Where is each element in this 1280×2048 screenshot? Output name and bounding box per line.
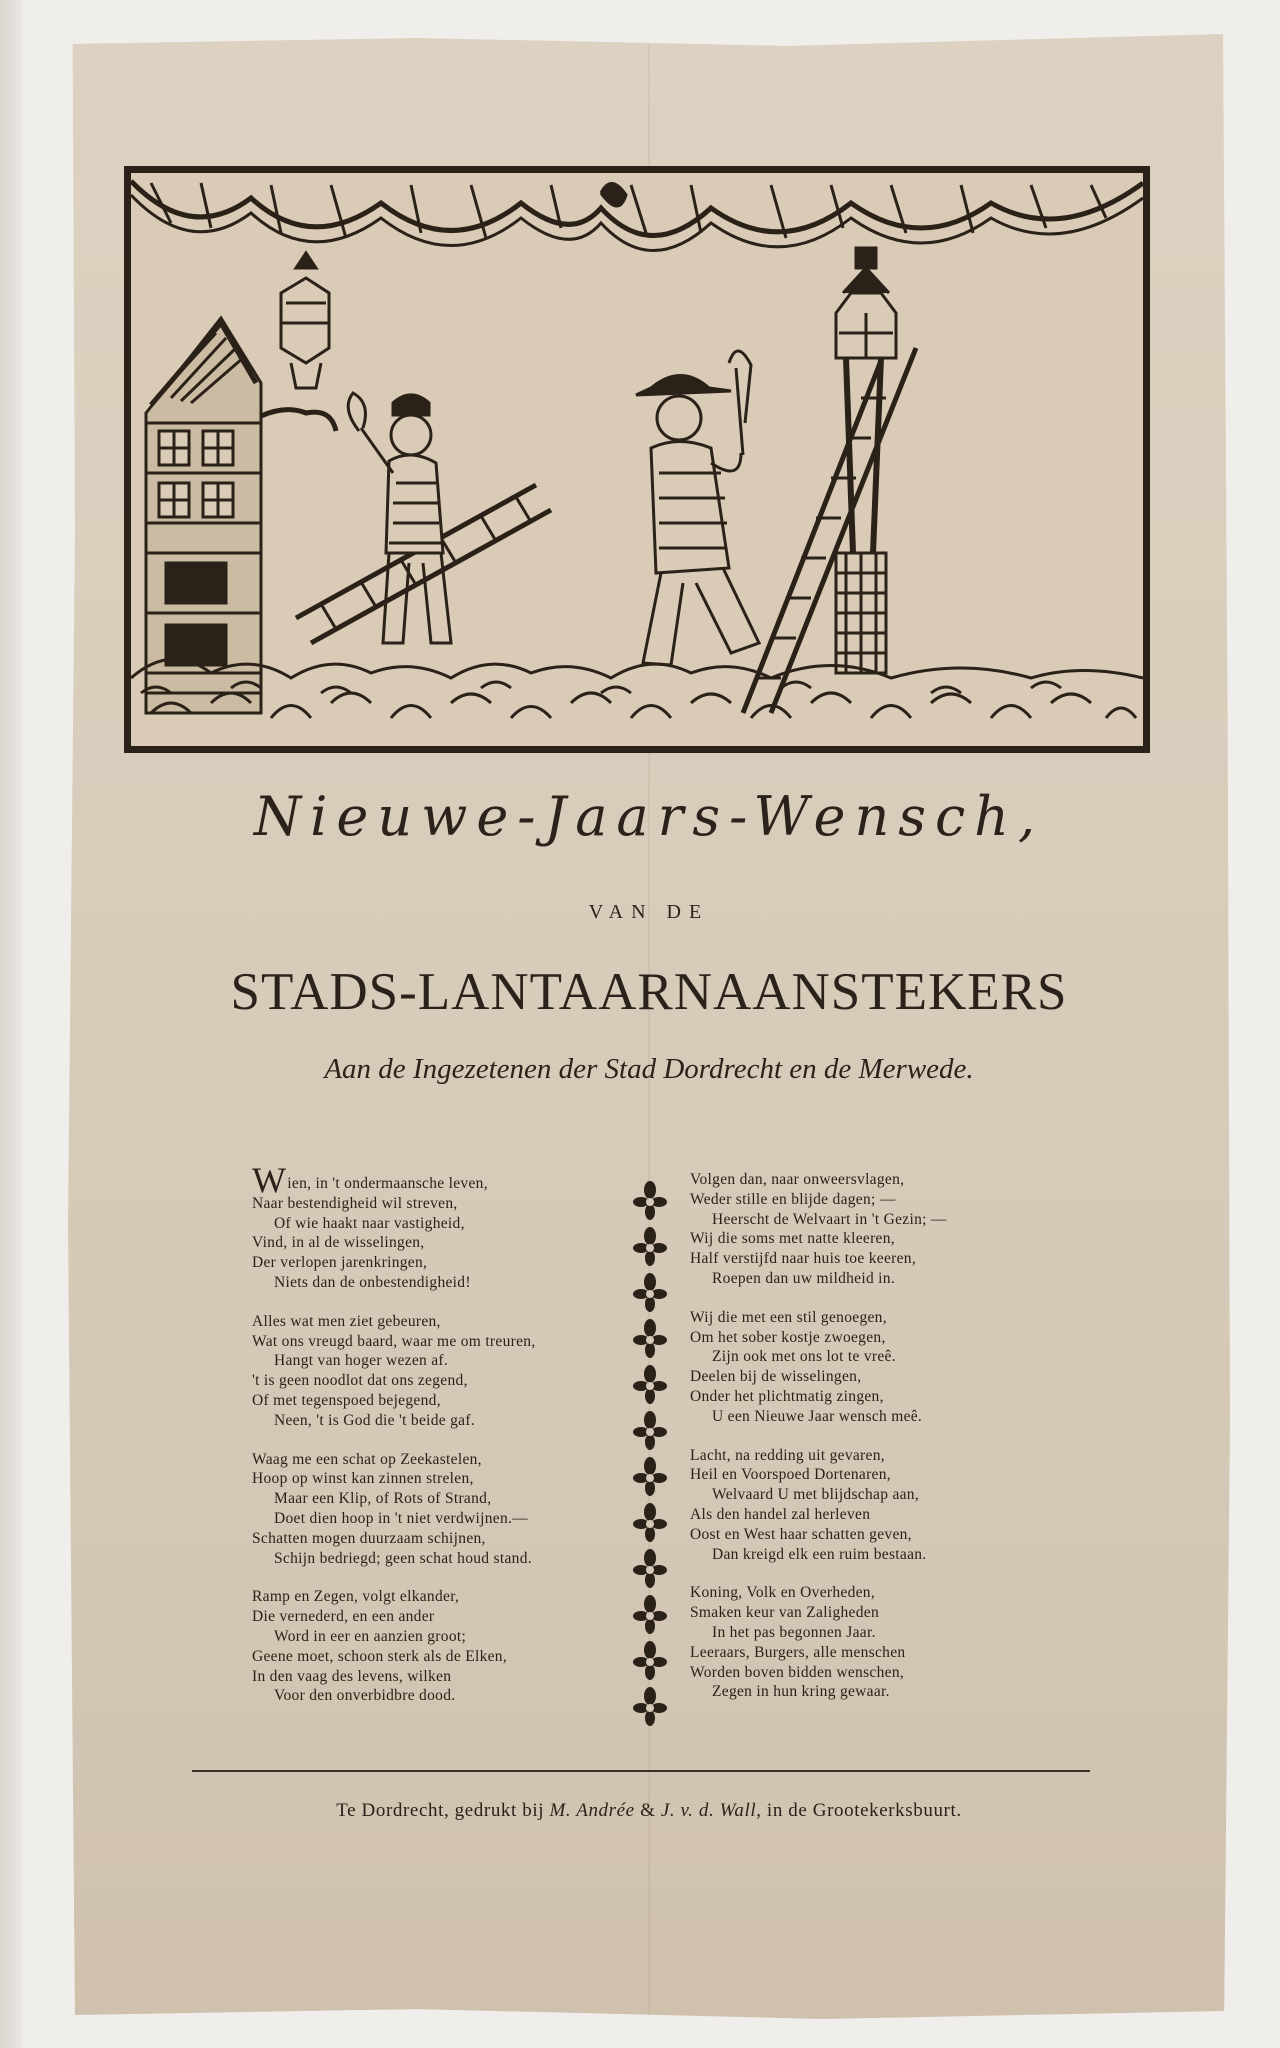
- poem-line: [690, 1328, 1020, 1348]
- poem-line-text: Heerscht de Welvaart in 't Gezin; —: [712, 1210, 947, 1228]
- poem-line-text: Weder stille en blijde dagen; —: [690, 1190, 896, 1208]
- poem-line: [252, 1647, 622, 1667]
- poem-line-text: Smaken keur van Zaligheden: [690, 1604, 880, 1622]
- poem-line: [252, 1489, 622, 1509]
- imprint-printer-andree: M. Andrée: [549, 1800, 635, 1821]
- poem-line: [252, 1607, 622, 1627]
- poem-line: [690, 1407, 1020, 1427]
- poem-line-text: Lacht, na redding uit gevaren,: [690, 1446, 885, 1464]
- poem-line: [690, 1347, 1020, 1367]
- poem-line-text: Hoop op winst kan zinnen strelen,: [252, 1470, 474, 1488]
- poem-stanza: [690, 1170, 1020, 1289]
- poem-line: [252, 1194, 622, 1214]
- lamplighters-woodcut: [131, 173, 1143, 746]
- poem-line-text: Wat ons vreugd baard, waar me om treuren,: [252, 1332, 536, 1350]
- poem-stanza: [252, 1450, 622, 1569]
- poem-line-text: Schatten mogen duurzaam schijnen,: [252, 1529, 486, 1547]
- poem-line-text: Schijn bedriegd; geen schat houd stand.: [274, 1549, 532, 1567]
- poem-line-text: Heil en Voorspoed Dortenaren,: [690, 1466, 891, 1484]
- poem-line: [690, 1170, 1020, 1190]
- drop-cap: W: [252, 1160, 287, 1200]
- poem-line-text: Alles wat men ziet gebeuren,: [252, 1312, 441, 1330]
- poem-line: [252, 1253, 622, 1273]
- poem-line-text: Ramp en Zegen, volgt elkander,: [252, 1588, 460, 1606]
- poem-line: [252, 1391, 622, 1411]
- poem-line: [690, 1525, 1020, 1545]
- poem-line-text: Leeraars, Burgers, alle menschen: [690, 1643, 906, 1661]
- poem-line-text: 't is geen noodlot dat ons zegend,: [252, 1372, 468, 1390]
- poem-line-text: Die vernederd, en een ander: [252, 1608, 435, 1626]
- poem-line: [690, 1190, 1020, 1210]
- poem-line: [690, 1249, 1020, 1269]
- poem-stanza: [690, 1308, 1020, 1427]
- poem-line-text: In den vaag des levens, wilken: [252, 1667, 452, 1685]
- poem-line: [252, 1450, 622, 1470]
- poem-line: [252, 1627, 622, 1647]
- imprint-printer-wall: J. v. d. Wall: [660, 1800, 757, 1821]
- poem-line-text: Maar een Klip, of Rots of Strand,: [274, 1490, 492, 1508]
- poem-line: [690, 1210, 1020, 1230]
- poem-stanza: [252, 1587, 622, 1706]
- poem-stanza: [690, 1583, 1020, 1702]
- poem-line: [252, 1686, 622, 1706]
- poem-line: [690, 1663, 1020, 1683]
- poem-line-text: Wij die soms met natte kleeren,: [690, 1230, 895, 1248]
- poem-line-text: Of wie haakt naar vastigheid,: [274, 1214, 465, 1232]
- imprint-ampersand: &: [634, 1800, 661, 1821]
- poem-line-text: Onder het plichtmatig zingen,: [690, 1387, 884, 1405]
- poem-line-text: Volgen dan, naar onweersvlagen,: [690, 1171, 905, 1188]
- poem-line: [252, 1411, 622, 1431]
- poem-line: [252, 1529, 622, 1549]
- poem-line-text: ien, in 't ondermaansche leven,: [287, 1175, 488, 1192]
- poem-line-text: Voor den onverbidbre dood.: [274, 1687, 456, 1705]
- poem-line-text: Neen, 't is God die 't beide gaf.: [274, 1411, 476, 1429]
- poem-line: [252, 1469, 622, 1489]
- imprint-line: [68, 1800, 1230, 1822]
- ornament-column: [630, 1180, 670, 1740]
- poem-line-text: Niets dan de onbestendigheid!: [274, 1273, 471, 1291]
- poem-line: [690, 1308, 1020, 1328]
- poem-line-text: Der verlopen jarenkringen,: [252, 1254, 428, 1272]
- poem-line: [690, 1505, 1020, 1525]
- poem-line: [252, 1233, 622, 1253]
- title-main: STADS-LANTAARNAANSTEKERS: [230, 963, 1068, 1021]
- poem-line-text: Wij die met een stil genoegen,: [690, 1308, 887, 1326]
- poem-line-text: Zijn ook met ons lot te vreê.: [712, 1348, 896, 1366]
- poem-line: [252, 1160, 622, 1200]
- poem-line: [252, 1332, 622, 1352]
- poem-line-text: Oost en West haar schatten geven,: [690, 1525, 912, 1543]
- poem-line-text: Word in eer en aanzien groot;: [274, 1627, 467, 1645]
- background-edge: [0, 0, 22, 2048]
- title-block: [68, 785, 1230, 1085]
- imprint-address: , in de Grootekerksbuurt.: [756, 1800, 962, 1821]
- floral-ornament-icon: [630, 1180, 670, 1740]
- poem-line: [252, 1273, 622, 1293]
- poem-line: [690, 1623, 1020, 1643]
- poem-line-text: Zegen in hun kring gewaar.: [712, 1683, 890, 1701]
- poem-line-text: Of met tegenspoed bejegend,: [252, 1391, 441, 1409]
- poem-line: [690, 1583, 1020, 1603]
- poem-line: [690, 1485, 1020, 1505]
- poem-line-text: Deelen bij de wisselingen,: [690, 1368, 862, 1386]
- poem-line: [252, 1371, 622, 1391]
- poem-line-text: Worden boven bidden wenschen,: [690, 1663, 905, 1681]
- poem-line: [690, 1643, 1020, 1663]
- poem-stanza: [252, 1160, 622, 1293]
- horizontal-rule: [192, 1770, 1090, 1772]
- poem-line: [252, 1549, 622, 1569]
- poem-line-text: Om het sober kostje zwoegen,: [690, 1328, 886, 1346]
- poem-line: [252, 1667, 622, 1687]
- poem-stanza: [690, 1446, 1020, 1565]
- poem-line-text: Geene moet, schoon sterk als de Elken,: [252, 1647, 508, 1665]
- poem-line-text: Doet dien hoop in 't niet verdwijnen.—: [274, 1509, 528, 1527]
- poem-line-text: Hangt van hoger wezen af.: [274, 1352, 449, 1370]
- poem-line: [690, 1545, 1020, 1565]
- woodcut-illustration: [124, 166, 1150, 753]
- poem-line-text: Vind, in al de wisselingen,: [252, 1234, 425, 1252]
- poem-line: [690, 1446, 1020, 1466]
- poem-line-text: Naar bestendigheid wil streven,: [252, 1194, 458, 1212]
- poem-left-column: [252, 1160, 622, 1725]
- poem-line: [690, 1603, 1020, 1623]
- poem-line: [690, 1367, 1020, 1387]
- poem-line: [690, 1269, 1020, 1289]
- poem-line: [690, 1387, 1020, 1407]
- poem-line-text: Dan kreigd elk een ruim bestaan.: [712, 1545, 927, 1563]
- title-van-de: VAN DE: [588, 901, 710, 923]
- poem-line: [252, 1351, 622, 1371]
- poem-line-text: Half verstijfd naar huis toe keeren,: [690, 1250, 916, 1268]
- title-subtitle: Aan de Ingezetenen der Stad Dordrecht en de Merwede.: [324, 1053, 974, 1085]
- poem-line: [690, 1229, 1020, 1249]
- poem-line: [252, 1509, 622, 1529]
- poem-line: [252, 1587, 622, 1607]
- poem-line-text: Welvaard U met blijdschap aan,: [712, 1486, 920, 1504]
- poem-line: [690, 1465, 1020, 1485]
- poem-line: [690, 1682, 1020, 1702]
- poem-line: [252, 1214, 622, 1234]
- poem-line-text: Koning, Volk en Overheden,: [690, 1584, 876, 1602]
- poem-line-text: U een Nieuwe Jaar wensch meê.: [712, 1407, 923, 1425]
- poem-right-column: [690, 1170, 1020, 1721]
- poem-line: [252, 1312, 622, 1332]
- imprint-place: Te Dordrecht, gedrukt bij: [336, 1800, 550, 1821]
- title-script: Nieuwe-Jaars-Wensch,: [253, 785, 1045, 848]
- poem-line-text: Waag me een schat op Zeekastelen,: [252, 1450, 482, 1468]
- poem-stanza: [252, 1312, 622, 1431]
- poem-line-text: Roepen dan uw mildheid in.: [712, 1269, 896, 1287]
- poem-line-text: Als den handel zal herleven: [690, 1505, 871, 1523]
- poem-line-text: In het pas begonnen Jaar.: [712, 1623, 876, 1641]
